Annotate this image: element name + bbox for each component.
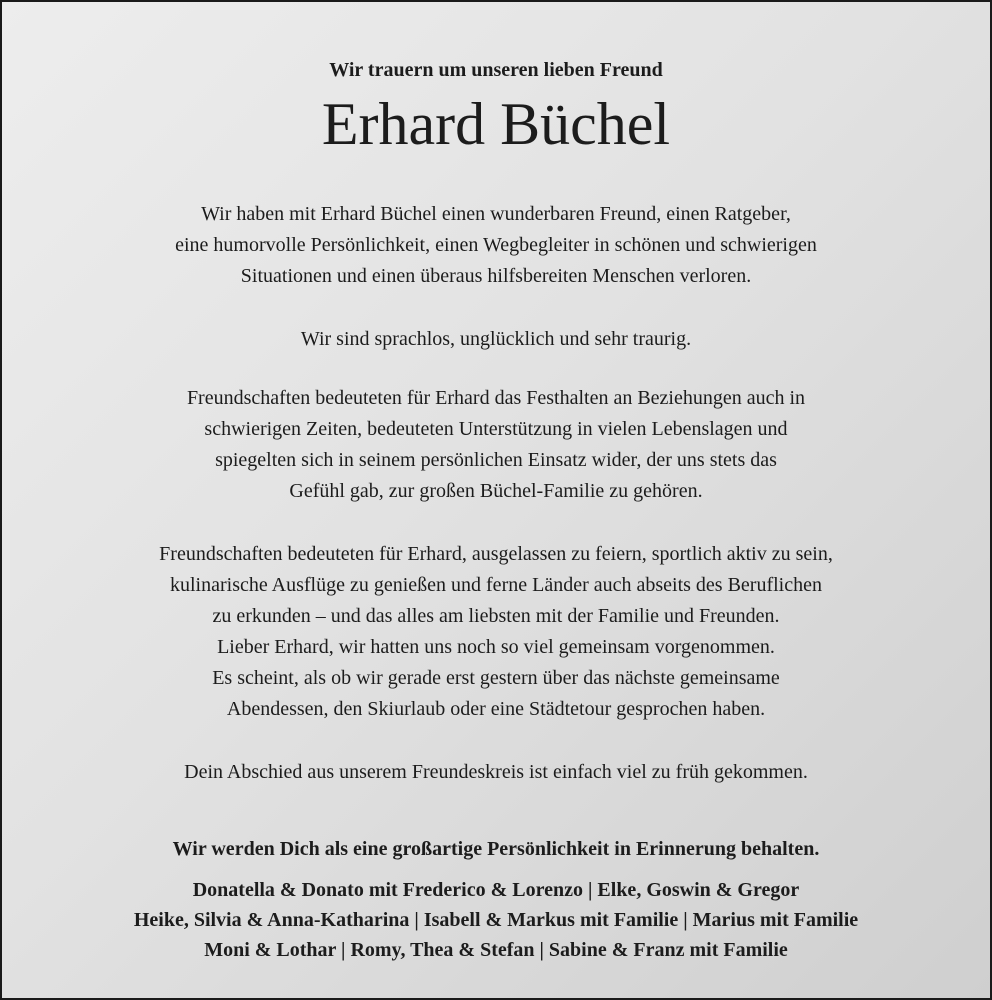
text-line: zu erkunden – und das alles am liebsten mit der Familie und Freunden. [212, 605, 780, 627]
text-line: Freundschaften bedeuteten für Erhard, ausgelassen zu feiern, sportlich aktiv zu sein, [159, 543, 833, 565]
text-line: Wir sind sprachlos, unglücklich und sehr traurig. [300, 328, 692, 350]
text-line: Lieber Erhard, wir hatten uns noch so viel gemeinsam vorgenommen. [217, 636, 775, 658]
deceased-name: Erhard Büchel [321, 91, 671, 157]
intro-line: Wir trauern um unseren lieben Freund [329, 59, 663, 81]
text-line: Gefühl gab, zur großen Büchel-Familie zu gehören. [289, 480, 703, 502]
text-line: Wir haben mit Erhard Büchel einen wunderbaren Freund, einen Ratgeber, [201, 203, 791, 225]
paragraph-2 [2, 324, 990, 355]
text-line: eine humorvolle Persönlichkeit, einen Wegbegleiter in schönen und schwierigen [175, 234, 817, 256]
text-line: kulinarische Ausflüge zu genießen und ferne Länder auch abseits des Beruflichen [170, 574, 822, 596]
text-line: spiegelten sich in seinem persönlichen Einsatz wider, der uns stets das [215, 449, 777, 471]
text-line: Situationen und einen überaus hilfsbereiten Menschen verloren. [240, 265, 752, 287]
paragraph-4 [2, 539, 990, 725]
paragraph-3 [2, 383, 990, 507]
signers-line: Moni & Lothar | Romy, Thea & Stefan | Sabine & Franz mit Familie [204, 939, 788, 961]
signers-block [2, 875, 990, 965]
paragraph-1 [2, 199, 990, 292]
signers-line: Donatella & Donato mit Frederico & Lorenzo | Elke, Goswin & Gregor [192, 879, 800, 901]
signers-line: Heike, Silvia & Anna-Katharina | Isabell & Markus mit Familie | Marius mit Familie [133, 909, 859, 931]
text-line: Abendessen, den Skiurlaub oder eine Städtetour gesprochen haben. [226, 698, 766, 720]
text-line: Es scheint, als ob wir gerade erst gestern über das nächste gemeinsame [212, 667, 780, 689]
text-line: Freundschaften bedeuteten für Erhard das Festhalten an Beziehungen auch in [186, 387, 806, 409]
text-line: Dein Abschied aus unserem Freundeskreis ist einfach viel zu früh gekommen. [184, 761, 808, 783]
paragraph-5 [2, 757, 990, 788]
closing-line: Wir werden Dich als eine großartige Persönlichkeit in Erinnerung behalten. [172, 838, 820, 860]
text-line: schwierigen Zeiten, bedeuteten Unterstützung in vielen Lebenslagen und [204, 418, 788, 440]
